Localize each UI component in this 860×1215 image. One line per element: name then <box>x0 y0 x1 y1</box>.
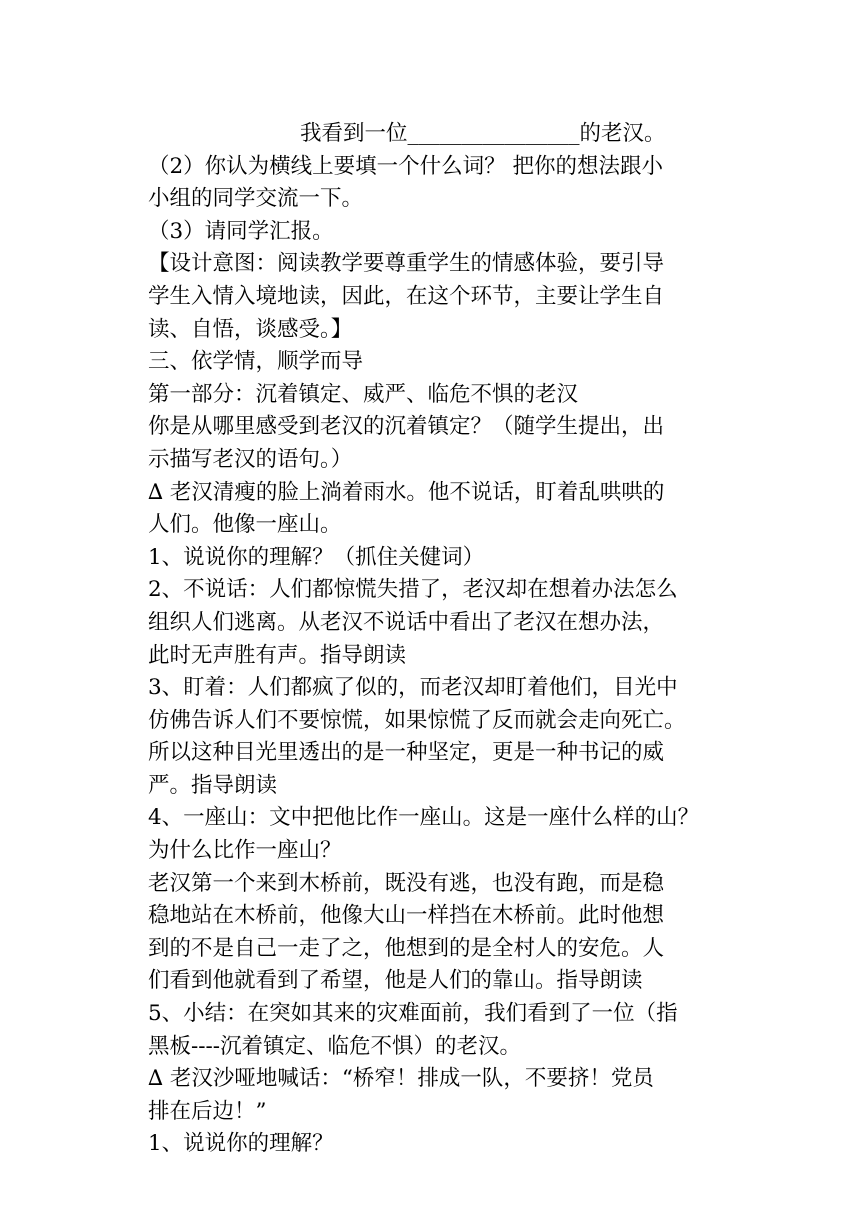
explanation-line-3: 到的不是自己一走了之，他想到的是全村人的安危。人 <box>148 935 665 961</box>
point-3-line-4: 严。指导朗读 <box>148 772 278 798</box>
question-2-line-1: （2）你认为横线上要填一个什么词？ 把你的想法跟小 <box>148 153 664 179</box>
design-intent-line-1: 【设计意图：阅读教学要尊重学生的情感体验，要引导 <box>148 251 665 277</box>
point-2-line-1: 2、不说话：人们都惊慌失措了，老汉却在想着办法怎么 <box>148 577 678 603</box>
point-3-line-3: 所以这种目光里透出的是一种坚定，更是一种书记的威 <box>148 740 665 766</box>
point-4-line-2: 为什么比作一座山？ <box>148 838 342 864</box>
document-body <box>148 118 716 1161</box>
point-2-line-2: 组织人们逃离。从老汉不说话中看出了老汉在想办法， <box>148 609 665 635</box>
explanation-line-2: 稳地站在木桥前，他像大山一样挡在木桥前。此时他想 <box>148 903 665 929</box>
explanation-line-1: 老汉第一个来到木桥前，既没有逃，也没有跑，而是稳 <box>148 870 665 896</box>
point-5-line-2: 黑板----沉着镇定、临危不惧）的老汉。 <box>148 1033 522 1059</box>
question-2-line-2: 小组的同学交流一下。 <box>148 186 364 212</box>
point-1: 1、说说你的理解？（抓住关健词） <box>148 544 485 570</box>
fill-in-blank-sentence: 我看到一位________________的老汉。 <box>300 121 666 146</box>
point-3-line-1: 3、盯着：人们都疯了似的，而老汉却盯着他们，目光中 <box>148 675 678 701</box>
question-3: （3）请同学汇报。 <box>148 218 334 244</box>
point-5-line-1: 5、小结：在突如其来的灾难面前，我们看到了一位（指 <box>148 1001 678 1027</box>
final-question: 1、说说你的理解？ <box>148 1131 334 1157</box>
quote-1-line-1: ∆ 老汉清瘦的脸上淌着雨水。他不说话，盯着乱哄哄的 <box>148 479 665 505</box>
explanation-line-4: 们看到他就看到了希望，他是人们的靠山。指导朗读 <box>148 968 643 994</box>
quote-2-line-1: ∆ 老汉沙哑地喊话：“桥窄！排成一队，不要挤！党员 <box>148 1066 654 1092</box>
quote-1-line-2: 人们。他像一座山。 <box>148 512 342 538</box>
point-3-line-2: 仿佛告诉人们不要惊慌，如果惊慌了反而就会走向死亡。 <box>148 707 686 733</box>
design-intent-line-2: 学生入情入境地读，因此，在这个环节，主要让学生自 <box>148 283 665 309</box>
prompt-line-1: 你是从哪里感受到老汉的沉着镇定？（随学生提出，出 <box>148 414 665 440</box>
section-heading-3: 三、依学情，顺学而导 <box>148 349 364 375</box>
design-intent-line-3: 读、自悟，谈感受。】 <box>148 316 353 342</box>
prompt-line-2: 示描写老汉的语句。） <box>148 446 353 472</box>
point-4-line-1: 4、一座山：文中把他比作一座山。这是一座什么样的山？ <box>148 805 700 831</box>
point-2-line-3: 此时无声胜有声。指导朗读 <box>148 642 407 668</box>
quote-2-line-2: 排在后边！” <box>148 1098 267 1124</box>
part-one-heading: 第一部分：沉着镇定、威严、临危不惧的老汉 <box>148 381 579 407</box>
